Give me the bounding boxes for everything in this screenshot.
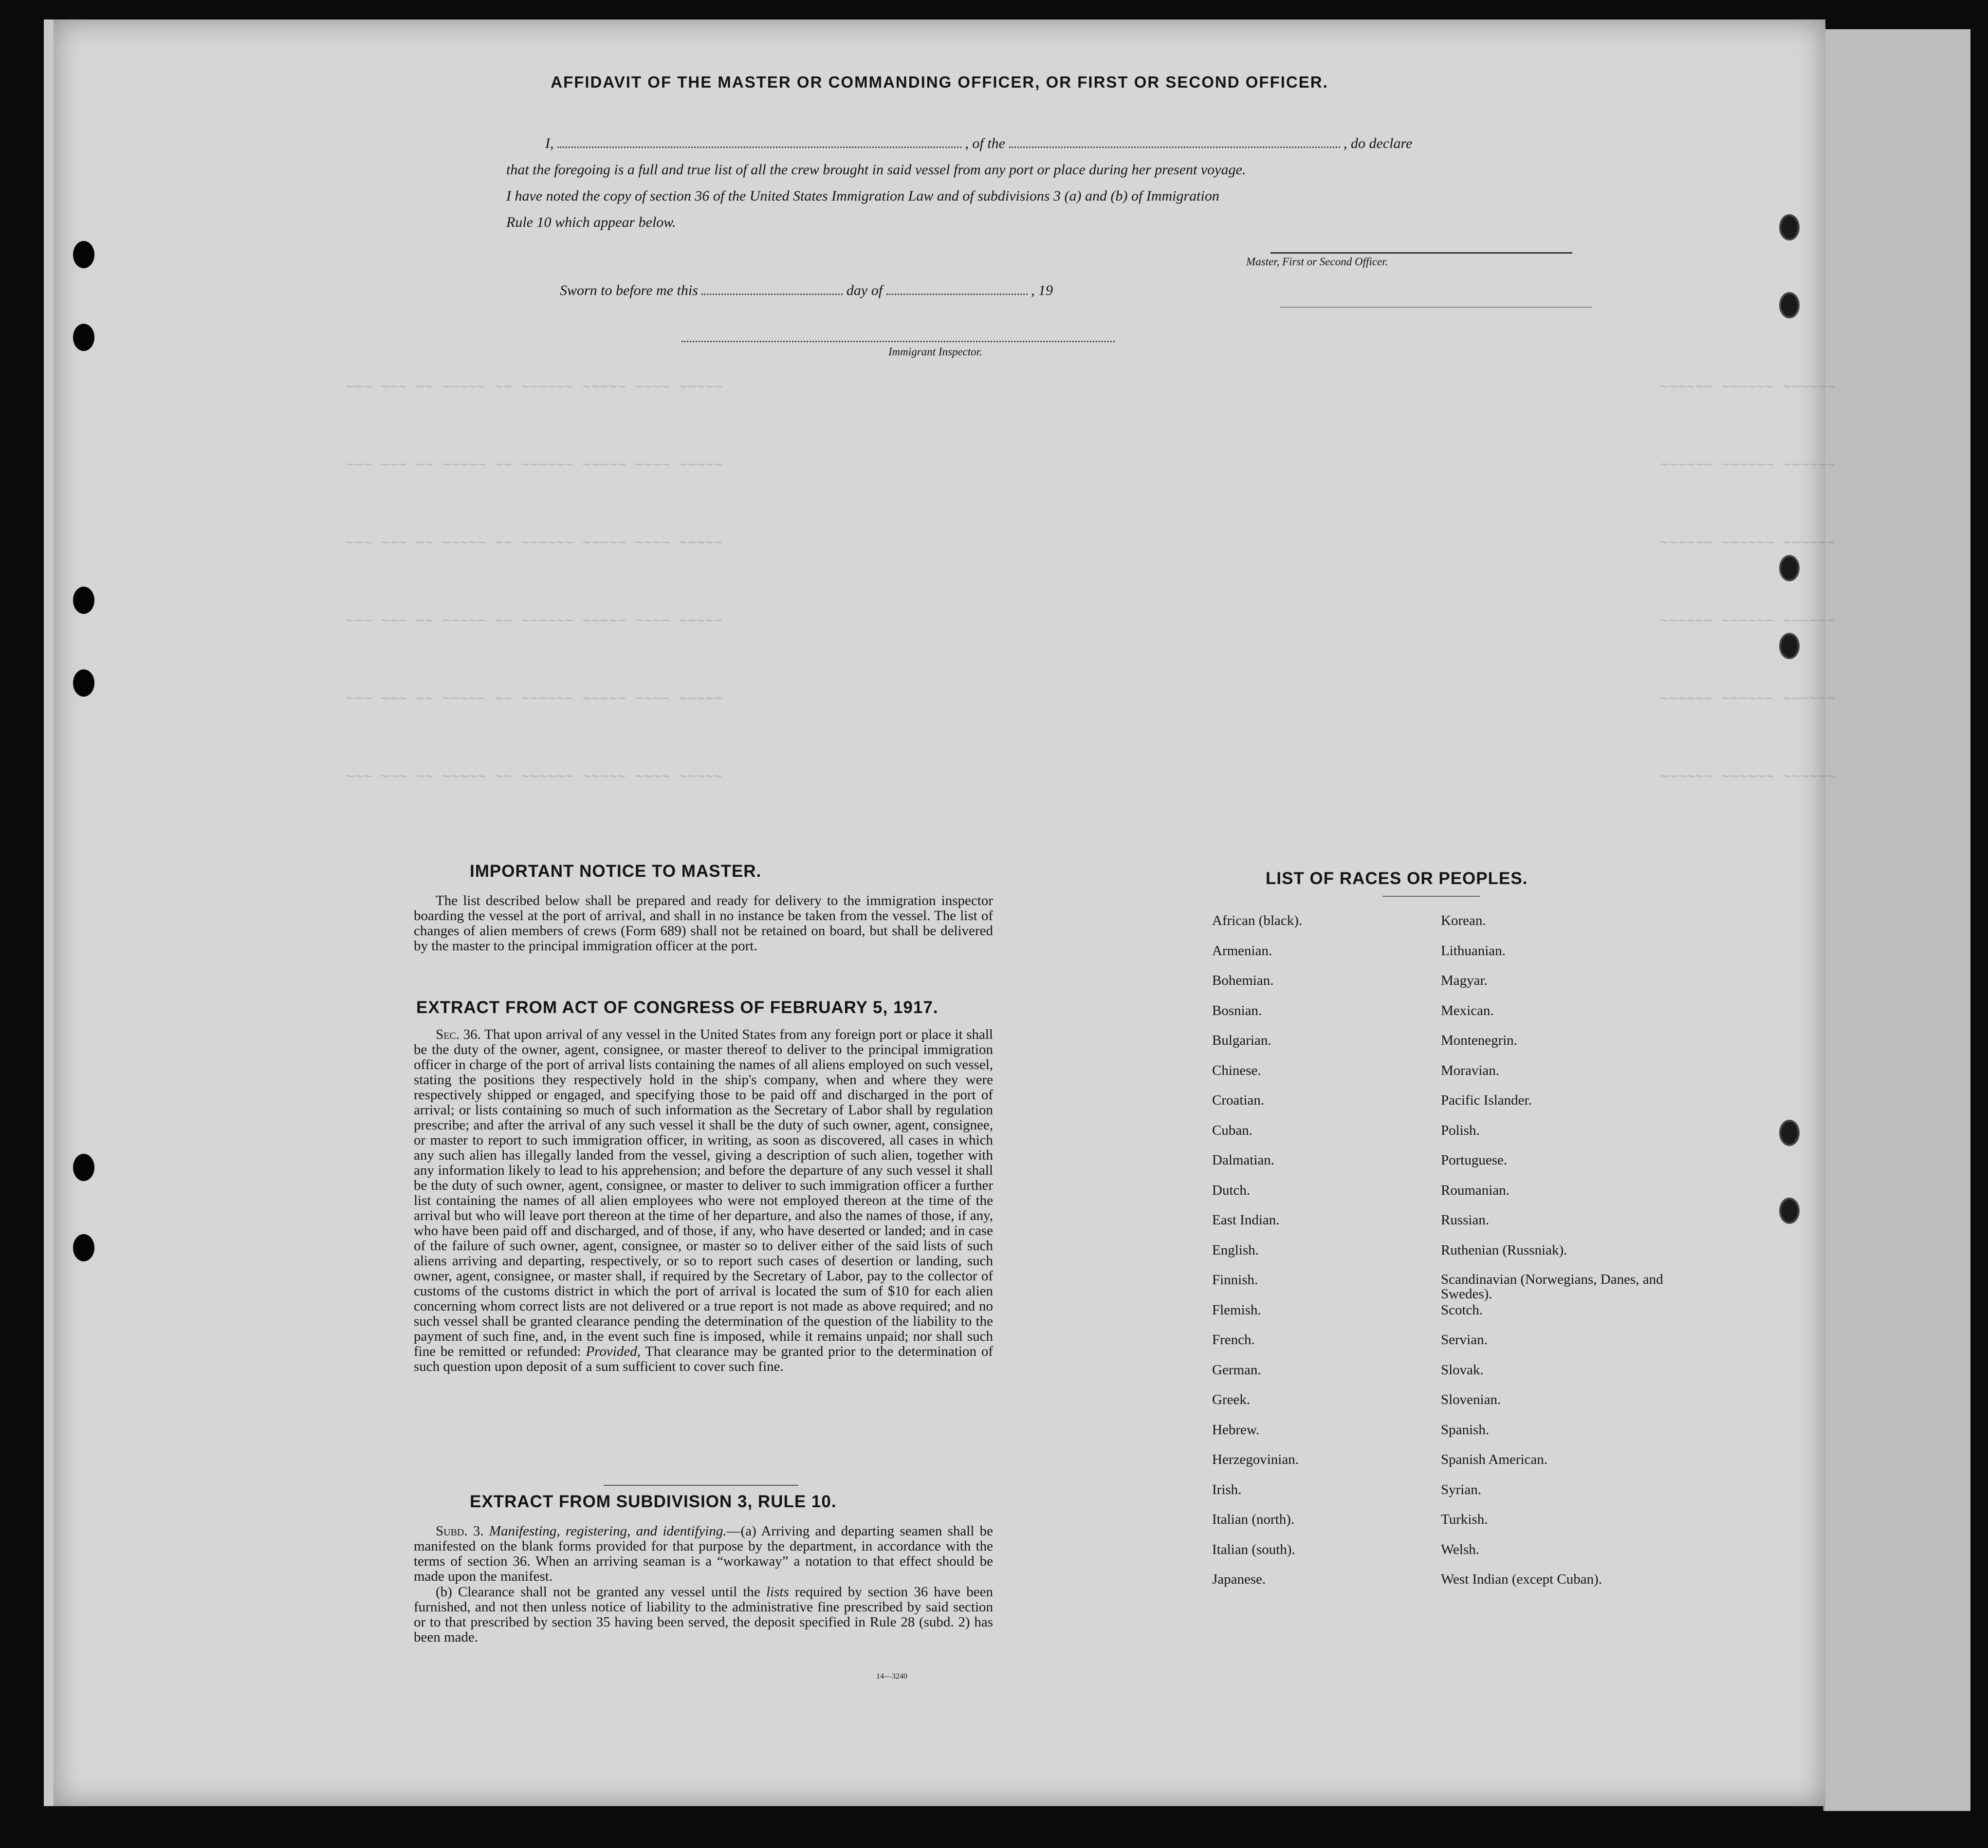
- signature-line: [1270, 252, 1572, 254]
- affidavit-title: AFFIDAVIT OF THE MASTER OR COMMANDING OFFICER, OR FIRST OR SECOND OFFICER.: [551, 73, 1328, 91]
- race-item: French.: [1212, 1332, 1255, 1348]
- extract-rule-para-a: [414, 1524, 993, 1584]
- race-item: Armenian.: [1212, 942, 1272, 959]
- race-item: Bulgarian.: [1212, 1033, 1271, 1048]
- race-item: Italian (south).: [1212, 1541, 1295, 1557]
- affidavit-line3: I have noted the copy of section 36 of the United States Immigration Law and of subdivisions 3 (a) and (b) of Immigration: [506, 188, 1219, 204]
- bleed-through-text: ~~~~~~ ~~~~~~ ~~~~~~: [1660, 769, 1836, 786]
- race-item: Herzegovinian.: [1212, 1452, 1299, 1467]
- punch-hole: [73, 241, 94, 268]
- extract-rule-title: EXTRACT FROM SUBDIVISION 3, RULE 10.: [470, 1492, 837, 1511]
- subd-label: Subd. 3.: [436, 1523, 484, 1539]
- signature-label: Master, First or Second Officer.: [1246, 256, 1388, 268]
- race-item: Ruthenian (Russniak).: [1441, 1242, 1567, 1258]
- race-item: Dalmatian.: [1212, 1152, 1275, 1168]
- para-a-text: —(a) Arriving and departing seamen shall be manifested on the blank forms provided for that purpose by the department, in accordance with the terms of section 36. When an arriving seaman is a “workaway” a notation to that effect should be made upon the manifest.: [414, 1523, 994, 1584]
- race-item: Spanish American.: [1441, 1452, 1548, 1467]
- race-item: English.: [1212, 1242, 1259, 1258]
- notice-title: IMPORTANT NOTICE TO MASTER.: [470, 862, 762, 881]
- race-item: Bosnian.: [1212, 1002, 1262, 1018]
- race-item: Roumanian.: [1441, 1182, 1509, 1198]
- race-item: East Indian.: [1212, 1212, 1280, 1228]
- race-item: Russian.: [1441, 1212, 1490, 1228]
- bleed-through-text: ~~~~~~ ~~~~~~ ~~~~~~: [1660, 613, 1836, 630]
- race-item: Cuban.: [1212, 1122, 1252, 1138]
- affidavit-line2: that the foregoing is a full and true list of all the crew brought in said vessel from any port or place during her present voyage.: [506, 162, 1246, 178]
- affidavit-i: I,: [545, 135, 554, 151]
- race-item: Scotch.: [1441, 1302, 1483, 1318]
- vessel-blank[interactable]: [1009, 137, 1340, 148]
- race-item: Dutch.: [1212, 1182, 1251, 1198]
- extract-act-title: EXTRACT FROM ACT OF CONGRESS OF FEBRUARY 5, 1917.: [416, 998, 939, 1017]
- form-code: 14—3240: [876, 1672, 907, 1681]
- bleed-through-text: ~~~~~~ ~~~~~~ ~~~~~~: [1660, 691, 1836, 708]
- sworn-month-blank[interactable]: [886, 284, 1028, 295]
- race-item: Spanish.: [1441, 1422, 1490, 1438]
- bleed-through-text: ~~~~~~ ~~~~~~ ~~~~~~: [1660, 458, 1836, 474]
- year-prefix: , 19: [1031, 282, 1053, 298]
- bleed-through-text: ~~~ ~~~ ~~ ~~~~~ ~~ ~~~~~~ ~~~~~ ~~~~ ~~~~~: [346, 380, 723, 396]
- race-item: Korean.: [1441, 913, 1486, 928]
- punch-hole: [1779, 633, 1800, 659]
- race-item: Mexican.: [1441, 1002, 1494, 1018]
- bleed-through-text: ~~~ ~~~ ~~ ~~~~~ ~~ ~~~~~~ ~~~~~ ~~~~ ~~~~~: [346, 613, 723, 630]
- bleed-through-text: ~~~ ~~~ ~~ ~~~~~ ~~ ~~~~~~ ~~~~~ ~~~~ ~~~~~: [346, 691, 723, 708]
- punch-hole: [1779, 214, 1800, 240]
- race-item: Portuguese.: [1441, 1152, 1508, 1168]
- name-blank[interactable]: [557, 137, 961, 148]
- punch-hole: [73, 669, 94, 697]
- inspector-line: [681, 341, 1115, 342]
- sworn-day-blank[interactable]: [701, 284, 843, 295]
- races-left-column: [1212, 913, 1417, 1602]
- underlying-page-right: [1823, 29, 1970, 1811]
- extract-act-body: [414, 1027, 993, 1374]
- bleed-through-text: ~~~ ~~~ ~~ ~~~~~ ~~ ~~~~~~ ~~~~~ ~~~~ ~~~~~: [346, 769, 723, 786]
- day-of-text: day of: [846, 282, 883, 298]
- races-title: LIST OF RACES OR PEOPLES.: [1266, 869, 1528, 888]
- inspector-label: Immigrant Inspector.: [888, 346, 982, 358]
- race-item: Slovak.: [1441, 1362, 1484, 1378]
- affidavit-declare: , do declare: [1344, 135, 1413, 151]
- document-page: [54, 19, 1836, 1806]
- notice-body: The list described below shall be prepared and ready for delivery to the immigration inspector boarding the vessel at the port of arrival, and shall in no instance be taken from the vessel. The list of changes of alien members of crews (Form 689) shall not be retained on board, but shall be delivered by the master to the principal immigration officer at the port.: [414, 893, 993, 954]
- race-item: German.: [1212, 1362, 1261, 1378]
- race-item: Finnish.: [1212, 1272, 1258, 1288]
- subd-italic: Manifesting, registering, and identifying.: [489, 1523, 727, 1539]
- race-item: Flemish.: [1212, 1302, 1261, 1318]
- affidavit-line1: [545, 135, 1412, 152]
- divider: [1382, 896, 1480, 897]
- bleed-through-text: ~~~~~~ ~~~~~~ ~~~~~~: [1660, 536, 1836, 552]
- affidavit-line4: Rule 10 which appear below.: [506, 214, 676, 230]
- sec-36-text: That upon arrival of any vessel in the United States from any foreign port or place it shall be the duty of the owner, agent, consignee, or master thereof to deliver to the principal immigration officer in charge of the port of arrival lists containing the names of all aliens employed on such vessel, stating the positions they respectively hold in the ship's company, when and where they were respectively shipped or engaged, and specifying those to be paid off and discharged in the port of arrival; or lists containing so much of such information as the Secretary of Labor shall by regulation prescribe; and after the arrival of any such vessel it shall be the duty of such owner, agent, consignee, or master to report to such immigration officer, in writing, as soon as discovered, all cases in which any such alien has illegally landed from the vessel, giving a description of such alien, together with any information likely to lead to his apprehension; and before the departure of any such vessel it shall be the duty of such owner, agent, consignee, or master to deliver to such immigration officer a further list containing the names of all alien employees who were not employed thereon at the time of the arrival but who will leave port thereon at the time of her departure, and also the names of those, if any, who have been paid off and discharged, and of those, if any, who have deserted or landed; and in case of the failure of such owner, agent, consignee, or master so to deliver either of the said lists of such aliens arriving and departing, respectively, or so to report such cases of desertion or landing, such owner, agent, consignee, or master shall, if required by the Secretary of Labor, pay to the collector of customs of the customs district in which the port of arrival is located the sum of $10 for each alien concerning whom correct lists are not delivered or a true report is not made as above required; and no such vessel shall be granted clearance pending the determination of the question of the liability to the payment of such fine, and, in the event such fine is imposed, while it remains unpaid; nor shall such fine be remitted or refunded:: [414, 1027, 993, 1359]
- provided-label: Provided,: [586, 1344, 641, 1359]
- race-item: Hebrew.: [1212, 1422, 1260, 1438]
- race-item: Italian (north).: [1212, 1512, 1295, 1527]
- race-item: Servian.: [1441, 1332, 1488, 1348]
- race-item: Polish.: [1441, 1122, 1480, 1138]
- affidavit-of-the: , of the: [965, 135, 1005, 151]
- punch-hole: [73, 324, 94, 351]
- punch-hole: [1779, 292, 1800, 318]
- race-item: Welsh.: [1441, 1541, 1480, 1557]
- sworn-text: Sworn to before me this: [560, 282, 698, 298]
- para-b-start: (b) Clearance shall not be granted any vessel until the: [436, 1584, 760, 1600]
- race-item: Scandinavian (Norwegians, Danes, and Swedes).: [1441, 1272, 1663, 1302]
- race-item: Greek.: [1212, 1392, 1251, 1407]
- race-item: Bohemian.: [1212, 973, 1274, 988]
- sec-36-label: Sec. 36.: [436, 1027, 481, 1042]
- bleed-through-text: ~~~ ~~~ ~~ ~~~~~ ~~ ~~~~~~ ~~~~~ ~~~~ ~~~~~: [346, 536, 723, 552]
- punch-hole: [1779, 1120, 1800, 1146]
- race-item: Croatian.: [1212, 1092, 1265, 1108]
- punch-hole: [73, 587, 94, 614]
- punch-hole: [1779, 1198, 1800, 1224]
- race-item: Pacific Islander.: [1441, 1092, 1532, 1108]
- race-item: Slovenian.: [1441, 1392, 1501, 1407]
- race-item: Japanese.: [1212, 1571, 1266, 1587]
- race-item: Magyar.: [1441, 973, 1488, 988]
- sworn-line: [560, 282, 1053, 299]
- race-item: West Indian (except Cuban).: [1441, 1571, 1602, 1587]
- punch-hole: [73, 1154, 94, 1181]
- punch-hole: [1779, 555, 1800, 581]
- bleed-through-text: ~~~ ~~~ ~~ ~~~~~ ~~ ~~~~~~ ~~~~~ ~~~~ ~~~~~: [346, 458, 723, 474]
- race-item: Syrian.: [1441, 1481, 1481, 1497]
- divider: [604, 1485, 798, 1486]
- race-item: Irish.: [1212, 1481, 1242, 1497]
- races-right-column: [1441, 913, 1684, 1602]
- race-item: Lithuanian.: [1441, 942, 1506, 959]
- race-item: African (black).: [1212, 913, 1303, 928]
- race-item: Moravian.: [1441, 1062, 1499, 1078]
- para-b-italic: lists: [766, 1584, 789, 1600]
- race-item: Chinese.: [1212, 1062, 1261, 1078]
- sec-36-text-end: That clearance may be granted prior to the determination of such question upon deposit of a sum sufficient to cover such fine.: [414, 1344, 994, 1374]
- race-item: Turkish.: [1441, 1512, 1488, 1527]
- bleed-through-text: ~~~~~~ ~~~~~~ ~~~~~~: [1660, 380, 1836, 396]
- para-b-end: required by section 36 have been furnished, and not then unless notice of liability to the administrative fine prescribed by said section or to that prescribed by section 35 having been served, the deposit specified in Rule 28 (subd. 2) has been made.: [414, 1584, 994, 1645]
- punch-hole: [73, 1234, 94, 1261]
- extract-rule-para-b: [414, 1585, 993, 1645]
- race-item: Montenegrin.: [1441, 1033, 1518, 1048]
- signature-line-2: [1280, 307, 1592, 308]
